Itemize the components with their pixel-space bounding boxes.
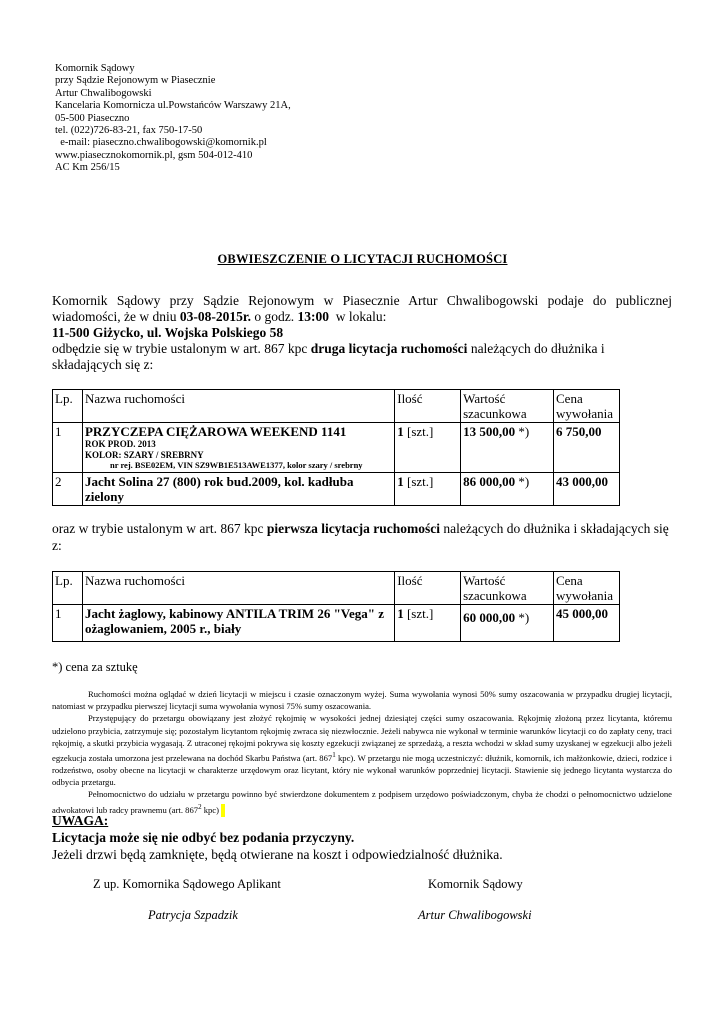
header-lp: Lp. [53,572,83,605]
header-value-line: szacunkowa [463,406,527,421]
intro-text: w lokalu: [328,309,387,324]
row-lp: 1 [53,423,83,473]
header-value [461,572,554,605]
first-auction-paragraph [52,520,672,554]
items-table-first-auction [52,571,620,642]
row-lp: 2 [53,473,83,506]
qty-number: 1 [397,606,404,621]
items-table-second-auction [52,389,620,506]
terms-paragraph [52,712,672,788]
intro-line [52,309,672,325]
qty-number: 1 [397,474,404,489]
item-detail: ROK PROD. 2013 [84,439,156,449]
auction-type: druga licytacja ruchomości [310,341,468,356]
row-name [82,605,394,642]
row-qty [395,423,461,473]
header-value-line: Wartość [463,391,506,406]
row-name [82,473,394,506]
mid-text: należących do dłużnika i składających się [440,521,669,536]
price-footnote: *) cena za sztukę [52,660,138,674]
row-qty [395,605,461,642]
header-price [554,390,620,423]
header-name: Nazwa ruchomości [82,572,394,605]
row-price [554,473,620,506]
row-value [461,605,554,642]
row-qty [395,473,461,506]
header-price [553,572,619,605]
auction-address: 11-500 Giżycko, ul. Wojska Polskiego 58 [52,325,284,340]
value-amount: 60 000,00 [463,610,516,625]
intro-line: składających się z: [52,357,154,372]
terms-paragraph: Ruchomości można oglądać w dzień licytacji w miejscu i czasie oznaczonym wyżej. Suma wywołania wynosi 50% sumy oszacowania w przypadku drugiej licytacji, natomiast w przypadku pierwszej licytacji suma wywołania wynosi 75% sumy oszacowania. [52,689,672,712]
table-row [53,605,620,642]
item-detail: nr rej. BSE02EM, VIN SZ9WB1E513AWE1377, kolor szary / srebrny [109,460,363,470]
header-price-line: Cena [556,391,583,406]
intro-text: należących do dłużnika i [467,341,605,356]
signature-left-name: Patrycja Szpadzik [148,908,238,922]
value-amount: 13 500,00 [463,424,516,439]
header-price-line: wywołania [556,406,614,421]
row-lp: 1 [53,605,83,642]
header-line: AC Km 256/15 [55,162,120,174]
row-value [461,423,554,473]
price-amount: 45 000,00 [555,606,608,621]
intro-paragraph [52,293,672,373]
row-price [553,605,619,642]
terms-text: kpc). W przetargu nie mogą uczestniczyć: dłużnik, komornik, ich małżonkowie, dzieci, rodzice i rodzeństwo, osoby obecne na licytacji w charakterze urzędowym oraz licytant, który nie wykonał warunków poprzedniej licytacji. Stawienie się jednego licytanta wystarcza do odbycia przetargu. [52,752,672,788]
auction-date: 03-08-2015r. [179,309,251,324]
value-amount: 86 000,00 [463,474,516,489]
item-title: Jacht Solina 27 (800) rok bud.2009, kol. kadłuba zielony [84,474,354,504]
header-name: Nazwa ruchomości [82,390,394,423]
table-header-row [53,390,620,423]
header-price-line: Cena [555,573,583,588]
header-line: e-mail: piaseczno.chwalibogowski@komornik.pl [55,137,267,149]
superscript: 2 [198,802,202,811]
office-header [55,63,291,175]
header-qty: Ilość [395,390,461,423]
qty-unit: [szt.] [403,424,434,439]
header-line: przy Sądzie Rejonowym w Piasecznie [55,75,216,87]
qty-number: 1 [397,424,404,439]
intro-text: o godz. [250,309,298,324]
item-title: Jacht żaglowy, kabinowy ANTILA TRIM 26 "Vega" z ożaglowaniem, 2005 r., biały [84,606,384,636]
auction-time: 13:00 [297,309,329,324]
row-name [82,423,394,473]
terms-text: Przystępujący do przetargu obowiązany jest złożyć rękojmię w wysokości jednej dziesiątej części sumy oszacowania. Rękojmię złożoną przez licytanta, któremu udzielono przybicia, zatrzymuje się; pozostałym licytantom rękojmię zwraca się niezwłocznie. Jeżeli nabywca nie wykonał w terminie warunków licytacji co do zapłaty ceny, traci rękojmię, a skutki przybicia wygasają. Z utraconej rękojmi pokrywa się koszty egzekucji związanej ze sprzedażą, a reszta wchodzi w skład sumy uzyskanej w egzekucji albo jeżeli egzekucja została umorzona jest przelewana na dochód Skarbu Państwa (art. 867 [52,713,672,763]
value-footnote-mark: *) [515,610,530,625]
notice-title: UWAGA: [52,813,109,828]
notice-section [52,812,503,863]
header-line: Kancelaria Komornicza ul.Powstańców Warszawy 21A, [55,100,291,112]
mid-text: oraz w trybie ustalonym w art. 867 kpc [52,521,267,536]
terms-text: kpc) [201,804,219,815]
terms-text: Pełnomocnictwo do udziału w przetargu powinno być stwierdzone dokumentem z podpisem urzędowo poświadczonym, chyba że chodzi o pełnomocnictwo udzielone adwokatowi lub radcy prawnemu (art. 867 [52,789,672,815]
header-line: Komornik Sądowy [55,63,135,74]
header-line: tel. (022)726-83-21, fax 750-17-50 [55,125,203,137]
signature-right-title: Komornik Sądowy [428,877,523,891]
signature-left-title: Z up. Komornika Sądowego Aplikant [93,877,281,891]
header-value [461,390,554,423]
auction-type: pierwsza licytacja ruchomości [266,521,441,536]
signature-right-name: Artur Chwalibogowski [418,908,532,922]
superscript: 1 [332,751,336,760]
table-row [53,423,620,473]
intro-text: wiadomości, że w dniu [52,309,180,324]
qty-unit: [szt.] [403,606,434,621]
header-line: 05-500 Piaseczno [55,112,130,124]
value-cell [463,606,551,625]
header-qty: Ilość [395,572,461,605]
item-title: PRZYCZEPA CIĘŻAROWA WEEKEND 1141 [84,424,347,439]
price-amount: 43 000,00 [556,474,608,489]
intro-text: odbędzie się w trybie ustalonym w art. 867 kpc [52,341,311,356]
header-price-line: wywołania [555,588,614,603]
header-lp: Lp. [53,390,83,423]
header-line: Artur Chwalibogowski [55,87,152,99]
price-amount: 6 750,00 [556,424,602,439]
header-value-line: Wartość [463,573,506,588]
table-header-row [53,572,620,605]
auction-terms [52,688,672,817]
intro-line [52,341,672,357]
value-footnote-mark: *) [515,424,530,439]
row-price [554,423,620,473]
mid-text: z: [52,538,62,553]
item-detail: KOLOR: SZARY / SREBRNY [84,449,204,460]
document-title: OBWIESZCZENIE O LICYTACJI RUCHOMOŚCI [217,252,508,266]
header-value-line: szacunkowa [463,588,527,603]
notice-line: Jeżeli drzwi będą zamknięte, będą otwierane na koszt i odpowiedzialność dłużnika. [52,847,503,862]
qty-unit: [szt.] [403,474,434,489]
intro-line: Komornik Sądowy przy Sądzie Rejonowym w Piasecznie Artur Chwalibogowski podaje do publicznej [52,293,672,308]
notice-line: Licytacja może się nie odbyć bez podania przyczyny. [52,830,355,845]
value-footnote-mark: *) [515,474,530,489]
row-value [461,473,554,506]
table-row [53,473,620,506]
header-line: www.piasecznokomornik.pl, gsm 504-012-410 [55,149,253,161]
